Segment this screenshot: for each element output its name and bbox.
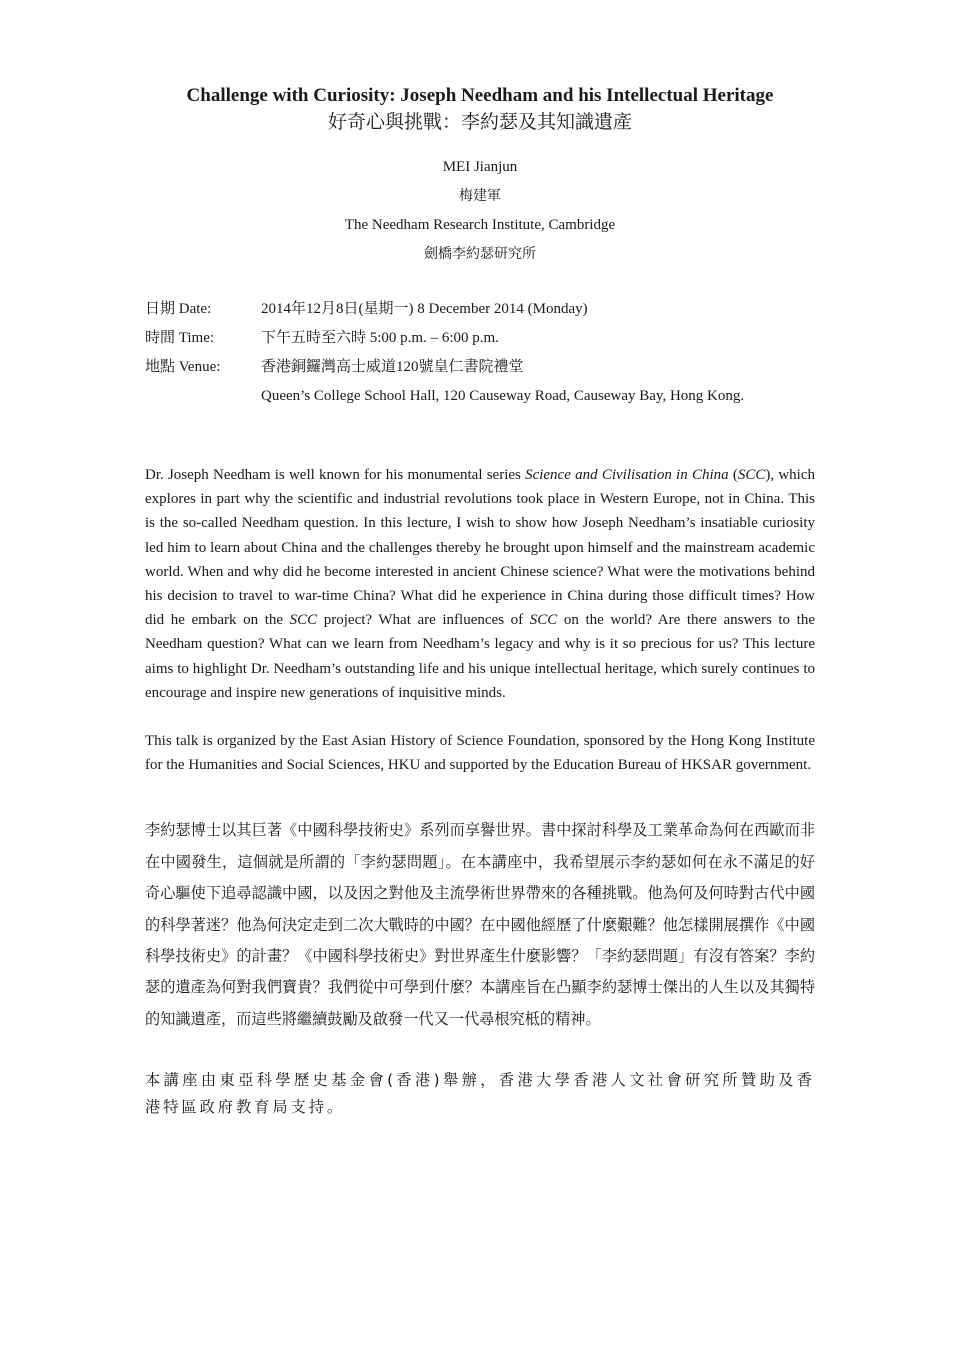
event-details [145, 295, 815, 411]
document-page [145, 84, 815, 1121]
speaker-block [145, 153, 815, 269]
series-title: Science and Civilisation in China [525, 467, 729, 483]
abstract-english: Dr. Joseph Needham is well known for his monumental series Science and Civilisation in China (SCC), which explores in part why the scientific and industrial revolutions took place in Western Europe, not in China. This is the so-called Needham question. In this lecture, I wish to show how Joseph Needham’s insatiable curiosity led him to learn about China and the challenges thereby he brought upon himself and the mainstream academic world. When and why did he become interested in ancient Chinese science? What were the motivations behind his decision to travel to war-time China? What did he experience in China during those difficult times? How did he embark on the SCC project? What are influences of SCC on the world? Are there answers to the Needham question? What can we learn from Needham’s legacy and why is it so precious for us? This lecture aims to highlight Dr. Needham’s outstanding life and his unique intellectual heritage, which surely continues to encourage and inspire new generations of inquisitive minds. [145, 467, 815, 701]
speaker-affiliation-chinese: 劍橋李約瑟研究所 [424, 246, 536, 262]
speaker-name-english: MEI Jianjun [442, 159, 518, 175]
speaker-name-chinese: 梅建軍 [459, 188, 501, 204]
organizer-english: This talk is organized by the East Asian History of Science Foundation, sponsored by the Hong Kong Institute for the Humanities and Social Sciences, HKU and supported by the Education Bureau of HKSAR government. [145, 733, 815, 774]
date-value: 2014年12月8日(星期一) 8 December 2014 (Monday) [261, 301, 588, 317]
speaker-affiliation-english: The Needham Research Institute, Cambridge [344, 217, 616, 233]
venue-label: 地點 Venue: [145, 359, 221, 375]
time-label: 時間 Time: [145, 330, 215, 346]
organizer-chinese: 本講座由東亞科學歷史基金會(香港)舉辦，香港大學香港人文社會研究所贊助及香港特區政府教育局支持。 [145, 1071, 815, 1117]
venue-row-english [145, 382, 815, 411]
venue-value-english: Queen’s College School Hall, 120 Causeway Road, Causeway Bay, Hong Kong. [261, 388, 745, 404]
time-row [145, 324, 815, 353]
title-block [145, 84, 815, 135]
venue-row [145, 353, 815, 382]
abstract-chinese: 李約瑟博士以其巨著《中國科學技術史》系列而享譽世界。書中探討科學及工業革命為何在西歐而非在中國發生，這個就是所謂的「李約瑟問題」。在本講座中，我希望展示李約瑟如何在永不滿足的好奇心驅使下追尋認識中國，以及因之對他及主流學術世界帶來的各種挑戰。他為何及何時對古代中國的科學著迷？他為何決定走到二次大戰時的中國？在中國他經歷了什麼艱難？他怎樣開展撰作《中國科學技術史》的計畫？《中國科學技術史》對世界產生什麼影響？「李約瑟問題」有沒有答案？李約瑟的遺產為何對我們寶貴？我們從中可學到什麼？本講座旨在凸顯李約瑟博士傑出的人生以及其獨特的知識遺產，而這些將繼續鼓勵及啟發一代又一代尋根究柢的精神。 [145, 821, 815, 1028]
title-english: Challenge with Curiosity: Joseph Needham and his Intellectual Heritage [186, 85, 774, 106]
title-chinese: 好奇心與挑戰：李約瑟及其知識遺產 [327, 111, 632, 133]
date-row [145, 295, 815, 324]
time-value: 下午五時至六時 5:00 p.m. – 6:00 p.m. [261, 330, 499, 346]
venue-value-chinese: 香港銅鑼灣高士威道120號皇仁書院禮堂 [261, 359, 524, 375]
date-label: 日期 Date: [145, 301, 212, 317]
